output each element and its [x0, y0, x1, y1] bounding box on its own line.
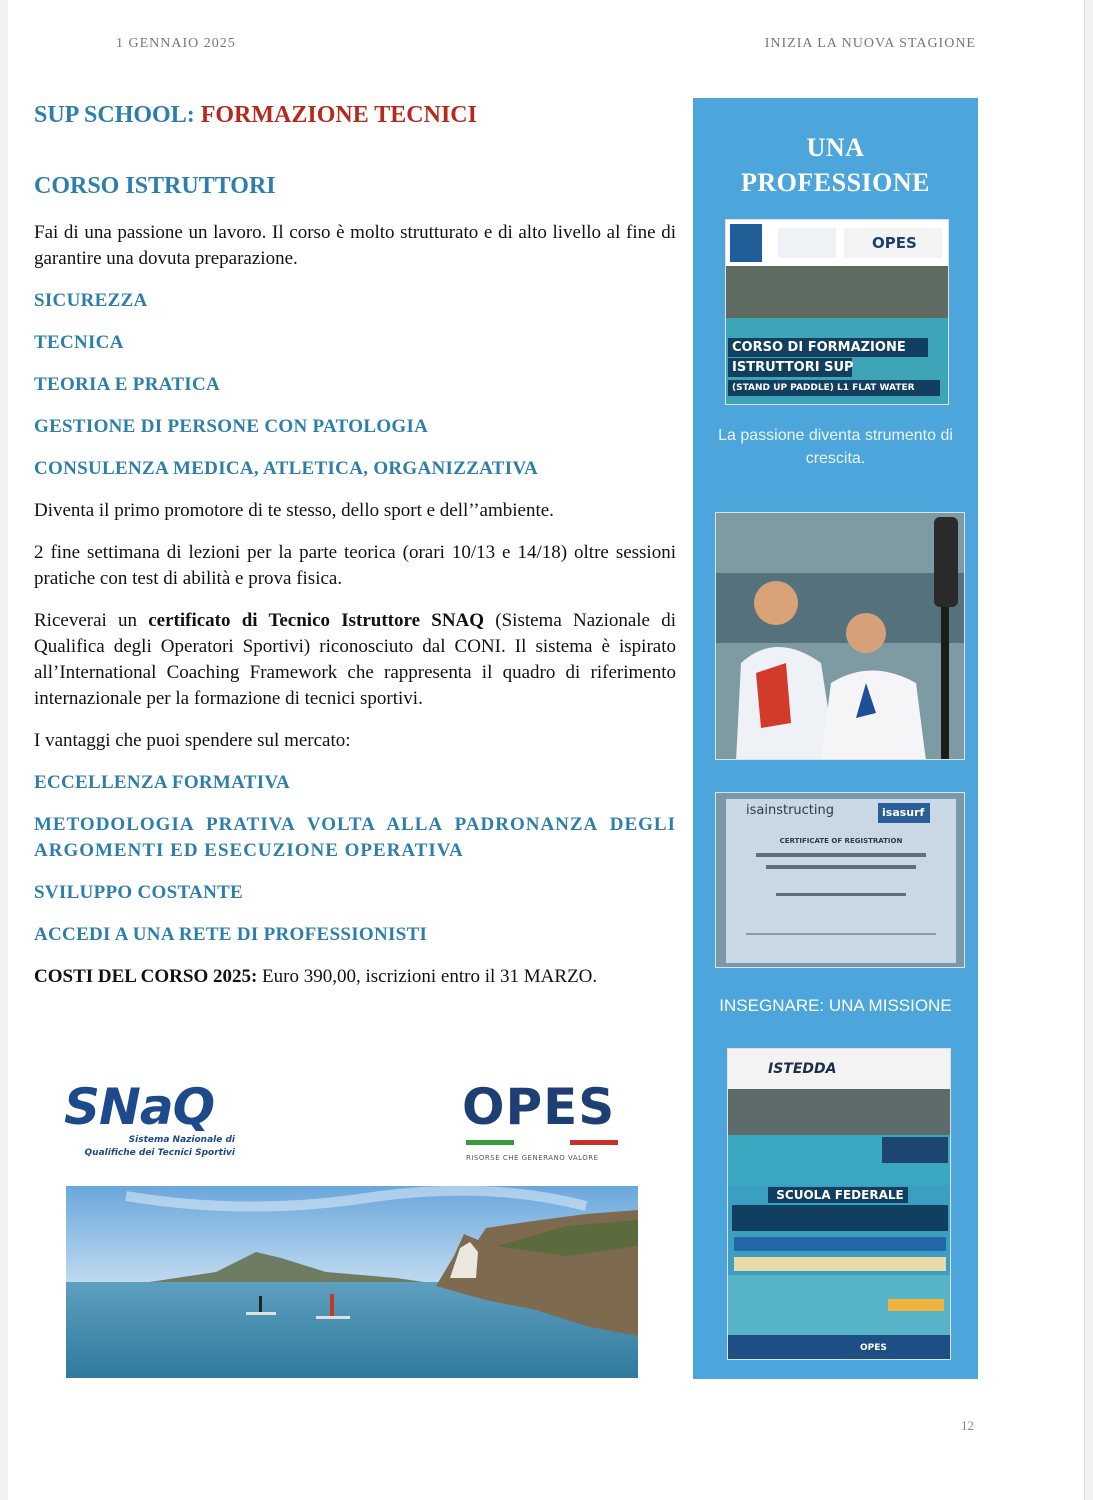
sidebar-heading-line1: UNA: [806, 133, 865, 162]
snaq-logo: SNaQ: [64, 1078, 215, 1136]
flyer-line-3: (STAND UP PADDLE) L1 FLAT WATER: [732, 383, 915, 393]
federal-school-flyer-graphic: [728, 1049, 951, 1360]
cert-text-before: Riceverai un: [34, 610, 149, 631]
sea-photo: [66, 1186, 638, 1378]
course-flyer-image: [725, 219, 949, 405]
flyer-line-1: CORSO DI FORMAZIONE: [732, 340, 906, 355]
advantage-item: ACCEDI A UNA RETE DI PROFESSIONISTI: [34, 924, 428, 945]
topic-item: CONSULENZA MEDICA, ATLETICA, ORGANIZZATIVA: [34, 458, 539, 479]
opes-tagline: RISORSE CHE GENERANO VALORE: [466, 1154, 599, 1162]
certificate-photo-graphic: [716, 793, 965, 968]
opes-flag-green: [466, 1140, 514, 1145]
flyer-opes-mark: OPES: [860, 1343, 887, 1353]
opes-flag-white: [518, 1140, 566, 1145]
flyer-line-2: ISTRUTTORI SUP: [732, 360, 854, 375]
opes-flag-red: [570, 1140, 618, 1145]
promoter-paragraph: Diventa il primo promotore di te stesso, dello sport e dell’’ambiente.: [34, 500, 554, 521]
cost-label: COSTI DEL CORSO 2025:: [34, 966, 258, 987]
sidebar-heading: [693, 130, 978, 200]
cert-brand-isainstructing: isainstructing: [746, 803, 835, 818]
document-page: [8, 0, 1085, 1500]
partner-logos: [60, 1078, 640, 1173]
snaq-subtitle-line1: Sistema Nazionale di: [128, 1135, 235, 1145]
flyer-club-name: ISTEDDA: [768, 1061, 837, 1077]
flyer-school-title: SCUOLA FEDERALE: [776, 1188, 904, 1202]
advantage-item: METODOLOGIA PRATIVA VOLTA ALLA PADRONANZA DEGLI ARGOMENTI ED ESECUZIONE OPERATIVA: [34, 814, 676, 861]
main-column: [34, 98, 676, 990]
title-prefix: SUP SCHOOL:: [34, 102, 195, 128]
page-number: 12: [961, 1418, 974, 1433]
sidebar-mission: INSEGNARE: UNA MISSIONE: [719, 996, 952, 1015]
opes-logo: OPES: [462, 1078, 616, 1136]
topic-item: TECNICA: [34, 332, 124, 353]
cert-text-bold: certificato di Tecnico Istruttore SNAQ: [148, 610, 485, 631]
page-title: [34, 102, 676, 129]
snaq-subtitle-line2: Qualifiche dei Tecnici Sportivi: [84, 1148, 235, 1158]
cert-text-after: (Sistema Nazionale di Qualifica degli Operatori Sportivi) riconosciuto dal CONI. Il sistema è ispirato all’International Coaching Framework che rappresenta il quadro di riferimento internazionale per la formazione di tecnici sportivi.: [34, 610, 676, 709]
sea-photo-graphic: [66, 1186, 638, 1378]
advantage-item: SVILUPPO COSTANTE: [34, 882, 244, 903]
section-subtitle: CORSO ISTRUTTORI: [34, 173, 276, 199]
cert-brand-isasurf: isasurf: [882, 806, 925, 819]
snaq-logo-subtitle: [60, 1134, 235, 1160]
sidebar: [693, 98, 978, 1379]
sidebar-caption: La passione diventa strumento di crescita.: [718, 427, 953, 467]
cost-paragraph: [34, 964, 676, 990]
schedule-paragraph: 2 fine settimana di lezioni per la parte teorica (orari 10/13 e 14/18) oltre sessioni pratiche con test di abilità e prova fisica.: [34, 542, 676, 589]
certificate-paragraph: [34, 608, 676, 712]
topic-item: GESTIONE DI PERSONE CON PATOLOGIA: [34, 416, 429, 437]
intro-paragraph: Fai di una passione un lavoro. Il corso è molto strutturato e di alto livello al fine di garantire una dovuta preparazione.: [34, 222, 676, 269]
flyer-opes-logo: OPES: [872, 234, 917, 252]
federal-school-flyer: [727, 1048, 951, 1360]
topic-item: SICUREZZA: [34, 290, 148, 311]
advantages-intro: I vantaggi che puoi spendere sul mercato:: [34, 730, 351, 751]
cert-title: CERTIFICATE OF REGISTRATION: [779, 837, 903, 845]
cost-text: Euro 390,00, iscrizioni entro il 31 MARZO.: [257, 966, 598, 987]
header-section: INIZIA LA NUOVA STAGIONE: [764, 36, 976, 51]
topic-item: TEORIA E PRATICA: [34, 374, 221, 395]
athletes-photo: [715, 512, 965, 760]
advantage-item: ECCELLENZA FORMATIVA: [34, 772, 291, 793]
header-date: 1 GENNAIO 2025: [116, 36, 236, 51]
athletes-photo-graphic: [716, 513, 965, 760]
title-highlight: FORMAZIONE TECNICI: [200, 102, 477, 128]
certificate-photo: [715, 792, 965, 968]
sidebar-heading-line2: PROFESSIONE: [741, 168, 930, 197]
